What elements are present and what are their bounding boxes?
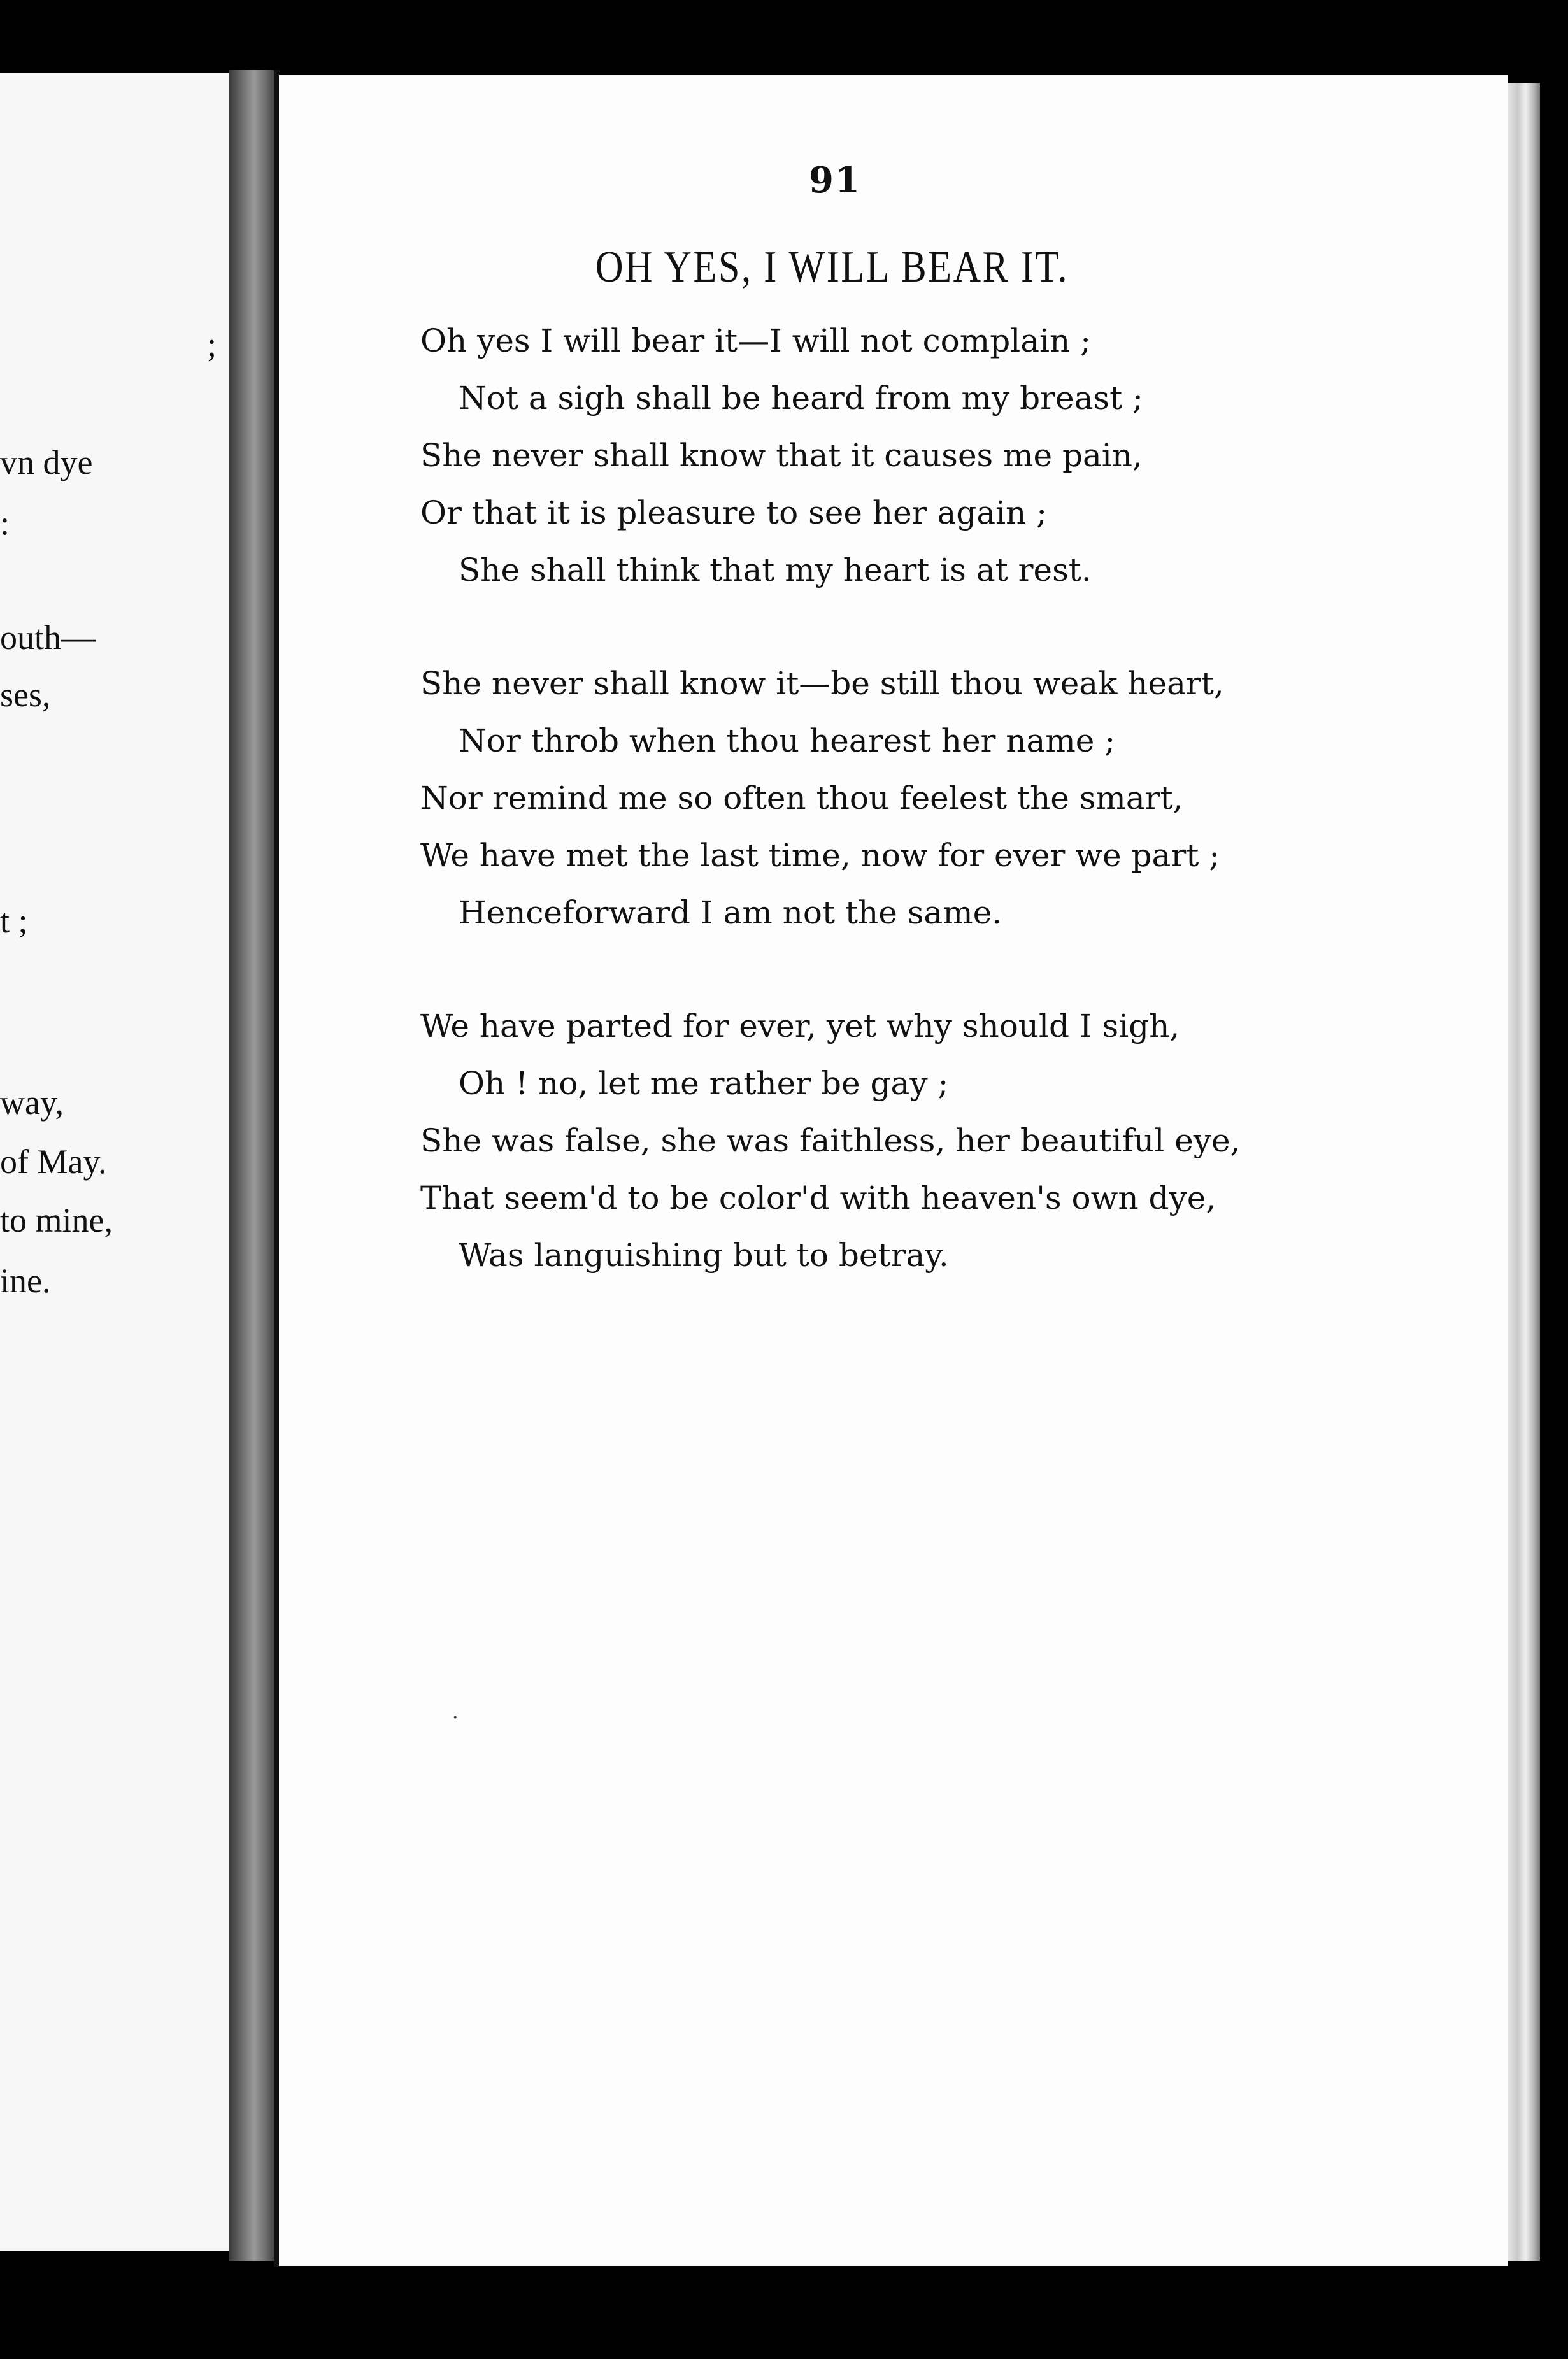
poem-line: Nor remind me so often thou feelest the smart,	[420, 780, 1183, 816]
poem-line: Oh ! no, let me rather be gay ;	[459, 1065, 949, 1102]
stanza	[420, 655, 1503, 941]
poem-line: Nor throb when thou hearest her name ;	[459, 722, 1116, 759]
left-facing-page	[0, 73, 239, 2251]
poem-line: She shall think that my heart is at rest.	[459, 552, 1092, 588]
left-page-fragment: of May.	[0, 1143, 107, 1181]
left-page-fragment: way,	[0, 1083, 64, 1122]
left-page-fragment: ses,	[0, 676, 51, 714]
left-page-fragment: ine.	[0, 1262, 51, 1300]
left-page-fragment: :	[0, 504, 10, 542]
book-gutter	[229, 70, 279, 2261]
poem-line: She never shall know that it causes me pain,	[420, 437, 1143, 474]
left-page-fragment: vn dye	[0, 443, 93, 481]
poem-body	[420, 312, 1503, 1340]
poem-line: Or that it is pleasure to see her again ;	[420, 494, 1048, 531]
poem-line: Henceforward I am not the same.	[459, 894, 1002, 931]
stanza	[420, 997, 1503, 1284]
poem-line: She never shall know it—be still thou weak heart,	[420, 665, 1224, 702]
poem-line: Was languishing but to betray.	[459, 1237, 949, 1274]
poem-line: That seem'd to be color'd with heaven's own dye,	[420, 1180, 1216, 1216]
scan-speck: ·	[452, 1707, 459, 1729]
poem-title: OH YES, I WILL BEAR IT.	[595, 243, 1069, 292]
stanza	[420, 312, 1503, 599]
poem-line: Oh yes I will bear it—I will not complain ;	[420, 322, 1091, 359]
page-edge-stack	[1508, 83, 1540, 2261]
poem-line: We have met the last time, now for ever we part ;	[420, 837, 1220, 874]
left-page-fragment: to mine,	[0, 1201, 113, 1239]
left-page-fragment: outh—	[0, 618, 96, 657]
poem-line: She was false, she was faithless, her beautiful eye,	[420, 1122, 1241, 1159]
page-number: 91	[809, 159, 861, 201]
left-page-fragment: t ;	[0, 902, 28, 940]
poem-line: Not a sigh shall be heard from my breast ;	[459, 380, 1143, 417]
left-page-fragment: ;	[207, 325, 217, 364]
poem-line: We have parted for ever, yet why should I sigh,	[420, 1008, 1180, 1044]
